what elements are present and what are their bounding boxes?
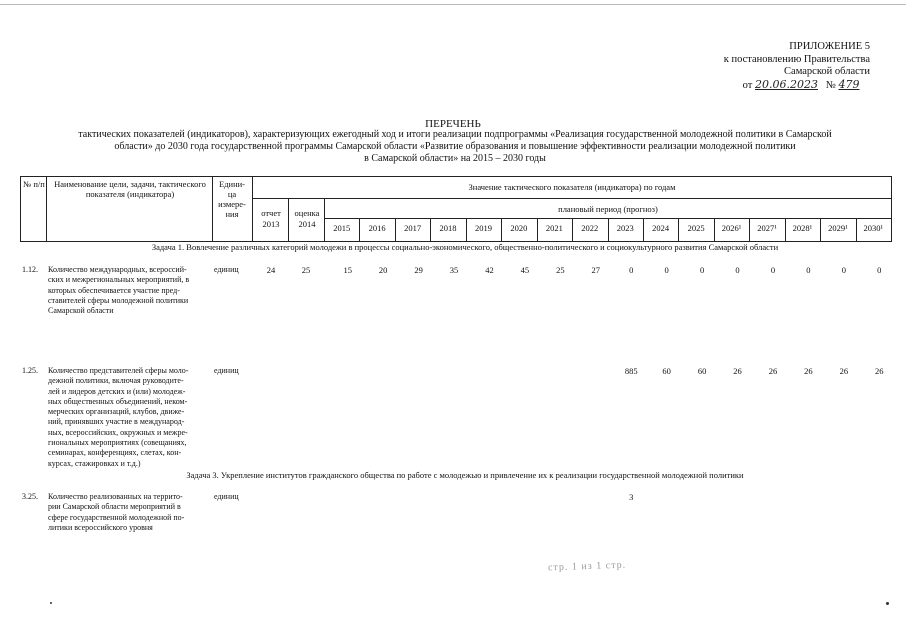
year-header-cell: 2020	[510, 223, 528, 233]
value-cell: 0	[770, 265, 776, 275]
value-cell: 29	[414, 265, 423, 275]
value-cell: 15	[343, 265, 352, 275]
year-header-cell: 2016	[368, 223, 386, 233]
row-name-line: литики всероссийского уровня	[48, 522, 153, 532]
year-header-cell: 2018	[439, 223, 457, 233]
year-divider	[608, 218, 609, 242]
row-name-line: ставителей сферы молодежной политики	[48, 295, 189, 305]
row-unit: единиц	[214, 366, 239, 375]
value-cell: 20	[378, 265, 388, 275]
row-name-line: ных общественных объединений, неком-	[48, 396, 188, 406]
value-cell: 26	[804, 366, 813, 376]
year-header-cell: 2015	[333, 223, 351, 233]
value-cell: 885	[624, 366, 638, 376]
subtitle-line: области» до 2030 года государственной программы Самарской области «Развитие образования и повышение эффективности реализации молодежной политики	[114, 141, 796, 152]
year-divider	[643, 218, 644, 242]
year-header-cell: 2029¹	[828, 223, 848, 233]
year-header-cell: 2021	[545, 223, 563, 233]
year-divider	[820, 218, 821, 242]
header-num: № п/п	[23, 179, 45, 189]
value-cell: 0	[664, 265, 669, 275]
value-cell: 25	[301, 265, 311, 275]
value-cell: 60	[697, 366, 707, 376]
row-name-line: сфере государственной молодежной по-	[48, 512, 185, 522]
scan-top-edge	[0, 4, 906, 5]
row-number: 3.25.	[22, 492, 38, 501]
row-number: 1.12.	[22, 265, 38, 274]
value-cell: 26	[875, 366, 884, 376]
year-divider	[856, 218, 857, 242]
header-values-group: Значение тактического показателя (индикатора) по годам	[468, 182, 676, 192]
handwritten-number: 479	[838, 77, 860, 91]
document-title: ПЕРЕЧЕНЬ	[425, 118, 481, 130]
value-cell: 25	[556, 265, 565, 275]
year-divider	[749, 218, 750, 242]
row-name-line: семинарах, конференциях, слетах, кон-	[48, 448, 182, 458]
value-cell: 35	[449, 265, 459, 275]
year-divider	[501, 218, 502, 242]
row-name-line: Самарской области	[48, 306, 114, 316]
row-name-line: рии Самарской области мероприятий в	[48, 502, 181, 512]
subtitle-line: тактических показателей (индикаторов), характеризующих ежегодный ход и итоги реализации подпрограммы «Реализация государственной молодежной политики в Самарской	[78, 129, 832, 140]
value-cell: 0	[629, 265, 634, 275]
value-cell: 26	[839, 366, 849, 376]
row-name-line: Количество реализованных на террито-	[48, 492, 183, 501]
row-name-line: ных, всероссийских, окружных и межре-	[48, 427, 188, 437]
header-estimate-2014: оценка 2014	[294, 208, 320, 229]
header-planned-period: плановый период (прогноз)	[558, 204, 658, 214]
value-cell: 0	[735, 265, 740, 275]
value-cell: 45	[520, 265, 530, 275]
value-cell: 0	[806, 265, 811, 275]
table-row	[0, 365, 906, 475]
year-header-cell: 2028¹	[792, 223, 813, 233]
appendix-date-line	[724, 79, 870, 93]
value-cell: 26	[768, 366, 778, 376]
year-header-cell: 2017	[404, 223, 422, 233]
task-3-heading: Задача 3. Укрепление институтов гражданского общества по работе с молодежью и привлечение их к реализации государственной молодежной политики	[186, 470, 744, 480]
value-cell: 27	[591, 265, 601, 275]
year-divider	[466, 218, 467, 242]
task-1-heading: Задача 1. Вовлечение различных категорий молодежи в процессы социально-экономического, общественно-политического и социокультурного развития Самарской области	[151, 242, 779, 252]
year-header-cell: 2019	[474, 223, 492, 233]
year-header-cell: 2025	[687, 223, 705, 233]
row-number: 1.25.	[22, 366, 38, 375]
value-cell: 0	[877, 265, 882, 275]
value-cell: 42	[485, 265, 494, 275]
year-divider	[678, 218, 679, 242]
handwritten-date: 20.06.2023	[754, 77, 818, 91]
appendix-title: ПРИЛОЖЕНИЕ 5	[789, 41, 870, 52]
row-name-line: лей и лидеров детских и (или) молодеж-	[48, 386, 186, 396]
year-divider	[395, 218, 396, 242]
row-name-line: ских и межрегиональных мероприятий, в	[48, 275, 190, 285]
header-unit: Едини- ца измере- ния	[218, 179, 246, 219]
year-header-cell: 2024	[652, 223, 670, 233]
value-cell: 26	[733, 366, 742, 376]
row-name-line: ний, принявших участие в международ-	[48, 417, 185, 427]
table-header	[20, 176, 892, 242]
table-row	[0, 262, 906, 322]
row-name-line: дежной политики, включая руководите-	[48, 376, 184, 386]
row-name	[48, 366, 218, 469]
number-prefix: №	[825, 79, 836, 91]
header-report-2013: отчет 2013	[261, 208, 281, 229]
header-name: Наименование цели, задачи, тактического показателя (индикатора)	[54, 179, 206, 199]
value-cell: 24	[266, 265, 276, 275]
year-divider	[572, 218, 573, 242]
year-divider	[537, 218, 538, 242]
row-name-line: Количество международных, всероссий-	[48, 265, 187, 274]
row-name	[48, 265, 218, 316]
year-header-cell: 2030¹	[863, 223, 884, 233]
document-subtitle	[40, 129, 870, 165]
year-divider	[430, 218, 431, 242]
row-name-line: мерческих организаций, клубов, движе-	[48, 407, 185, 417]
faded-stamp: стр. 1 из 1 стр.	[547, 559, 627, 574]
value-cell: 0	[841, 265, 846, 275]
scan-speck	[886, 602, 889, 605]
value-cell: 3	[629, 492, 634, 502]
appendix-block	[724, 41, 870, 92]
appendix-line: Самарской области	[784, 66, 870, 77]
row-name-line: курсах, стажировках и т.д.)	[48, 458, 141, 468]
subtitle-line: в Самарской области» на 2015 – 2030 годы	[364, 153, 546, 164]
year-header-cell: 2027¹	[757, 223, 777, 233]
row-unit: единиц	[214, 265, 239, 274]
row-name	[48, 492, 218, 533]
scan-speck	[50, 602, 52, 604]
year-divider	[359, 218, 360, 242]
year-header-cell: 2026¹	[721, 223, 742, 233]
table-row	[0, 491, 906, 541]
row-name-line: Количество представителей сферы моло-	[48, 366, 189, 375]
value-cell: 60	[662, 366, 671, 376]
year-divider	[785, 218, 786, 242]
row-name-line: гиональных мероприятиях (совещаниях,	[48, 438, 187, 448]
year-header-cell: 2022	[581, 223, 599, 233]
year-divider	[714, 218, 715, 242]
row-unit: единиц	[214, 492, 239, 501]
row-name-line: которых обеспечивается участие пред-	[48, 285, 180, 295]
year-header-cell: 2023	[616, 223, 634, 233]
value-cell: 0	[699, 265, 705, 275]
appendix-line: к постановлению Правительства	[723, 53, 870, 65]
date-prefix: от	[742, 79, 753, 91]
